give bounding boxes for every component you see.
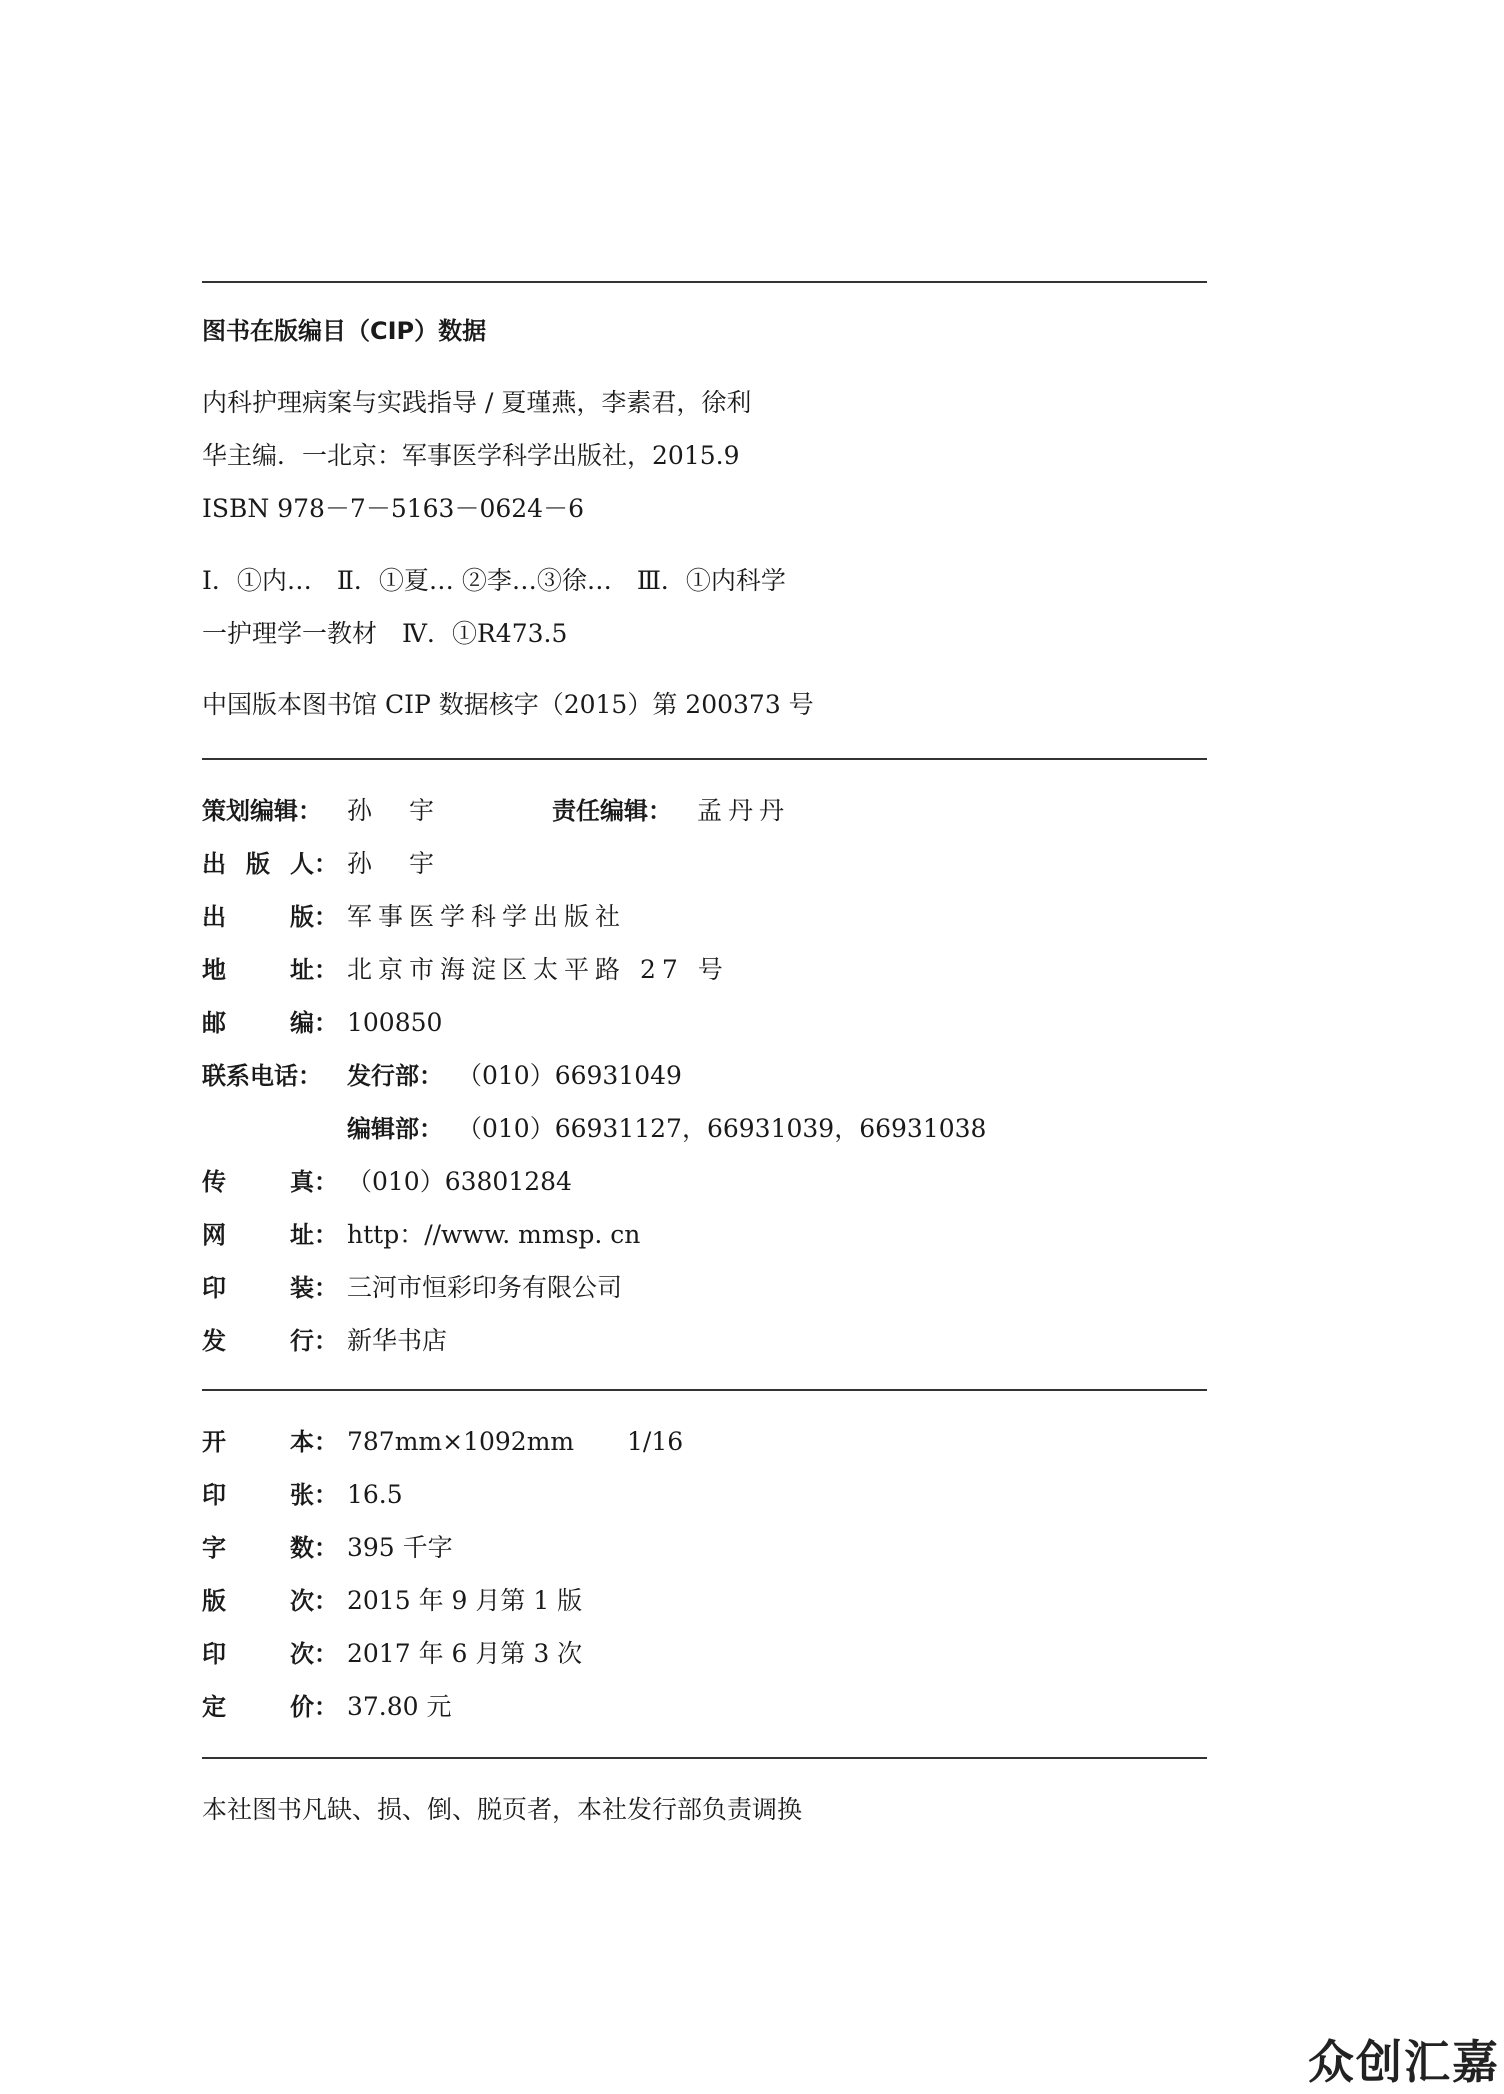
sheets-value: 16.5 xyxy=(347,1480,403,1509)
words-value: 395 千字 xyxy=(347,1533,453,1562)
phone-dept1-label: 发行部： xyxy=(347,1062,443,1090)
divider-specs xyxy=(202,1389,1207,1391)
phone-dept2-label: 编辑部： xyxy=(347,1115,443,1143)
planning-editor-value: 孙 宇 xyxy=(347,796,441,825)
responsible-editor-label: 责任编辑： xyxy=(552,797,672,825)
publisher-person-value: 孙 宇 xyxy=(347,849,441,878)
cip-line-1: 内科护理病案与实践指导 / 夏瑾燕，李素君，徐利 xyxy=(202,388,752,417)
cip-line-4: Ⅰ．①内… Ⅱ．①夏… ②李…③徐… Ⅲ．①内科学 xyxy=(202,566,786,595)
address-value: 北京市海淀区太平路 27 号 xyxy=(347,955,729,984)
divider-bottom xyxy=(202,1757,1207,1759)
cip-line-6: 中国版本图书馆 CIP 数据核字（2015）第 200373 号 xyxy=(202,690,814,719)
printing-value: 2017 年 6 月第 3 次 xyxy=(347,1639,583,1668)
watermark-logo: 众创汇嘉 xyxy=(1308,2035,1500,2089)
cip-line-5: 一护理学一教材 Ⅳ．①R473.5 xyxy=(202,619,568,648)
phone-label: 联系电话： xyxy=(202,1062,322,1090)
format-value: 787mm×1092mm xyxy=(347,1427,575,1456)
cip-heading: 图书在版编目（CIP）数据 xyxy=(202,317,487,345)
copyright-page: 图书在版编目（CIP）数据 内科护理病案与实践指导 / 夏瑾燕，李素君，徐利 华主编．一北京：军事医学科学出版社，2015.9 ISBN 978－7－5163－0624－6 Ⅰ．①内… Ⅱ．①夏… ②李…③徐… Ⅲ．①内科学 一护理学一教材 Ⅳ．①R473.5 中国版本图书馆 CIP 数据核字（2015）第 200373 号 策划编辑： 孙 宇 责任编辑： 孟丹丹 出 版 人： 孙 宇 出 版： 军事医学科学出版社 地 址： 北京市海淀区太平路 27 号 邮 编： 100850 联系电话： 发行部： （010）66931049 编辑部： （010）66931127，66931039，66931038 传 真： （010）63801284 网 址： http：//www. mmsp. cn 印 装： 三河市恒彩印务有限公司 发 行： 新华书店 开 本： 787mm×1092mm 1/16 印 张： 16.5 字 数： 395 千字 版 次： 2015 年 9 月第 1 版 印 次： 2017 年 6 月第 3 次 定 价： 37.80 元 本社图书凡缺、损、倒、脱页者，本社发行部负责调换 众创汇嘉 xyxy=(0,0,1504,2094)
divider-top xyxy=(202,281,1207,283)
replacement-notice: 本社图书凡缺、损、倒、脱页者，本社发行部负责调换 xyxy=(202,1795,803,1824)
distributor-value: 新华书店 xyxy=(347,1326,448,1355)
phone-dept2-value: （010）66931127，66931039，66931038 xyxy=(457,1114,987,1143)
printer-value: 三河市恒彩印务有限公司 xyxy=(347,1273,623,1302)
responsible-editor-value: 孟丹丹 xyxy=(697,796,791,825)
edition-value: 2015 年 9 月第 1 版 xyxy=(347,1586,583,1615)
planning-editor-label: 策划编辑： xyxy=(202,797,322,825)
publisher-value: 军事医学科学出版社 xyxy=(347,902,627,931)
divider-middle xyxy=(202,758,1207,760)
price-value: 37.80 元 xyxy=(347,1692,452,1721)
phone-dept1-value: （010）66931049 xyxy=(457,1061,682,1090)
format-fraction: 1/16 xyxy=(627,1427,684,1456)
website-value: http：//www. mmsp. cn xyxy=(347,1220,641,1249)
fax-value: （010）63801284 xyxy=(347,1167,572,1196)
cip-line-2: 华主编．一北京：军事医学科学出版社，2015.9 xyxy=(202,441,740,470)
cip-line-3: ISBN 978－7－5163－0624－6 xyxy=(202,494,584,523)
postcode-value: 100850 xyxy=(347,1008,443,1037)
